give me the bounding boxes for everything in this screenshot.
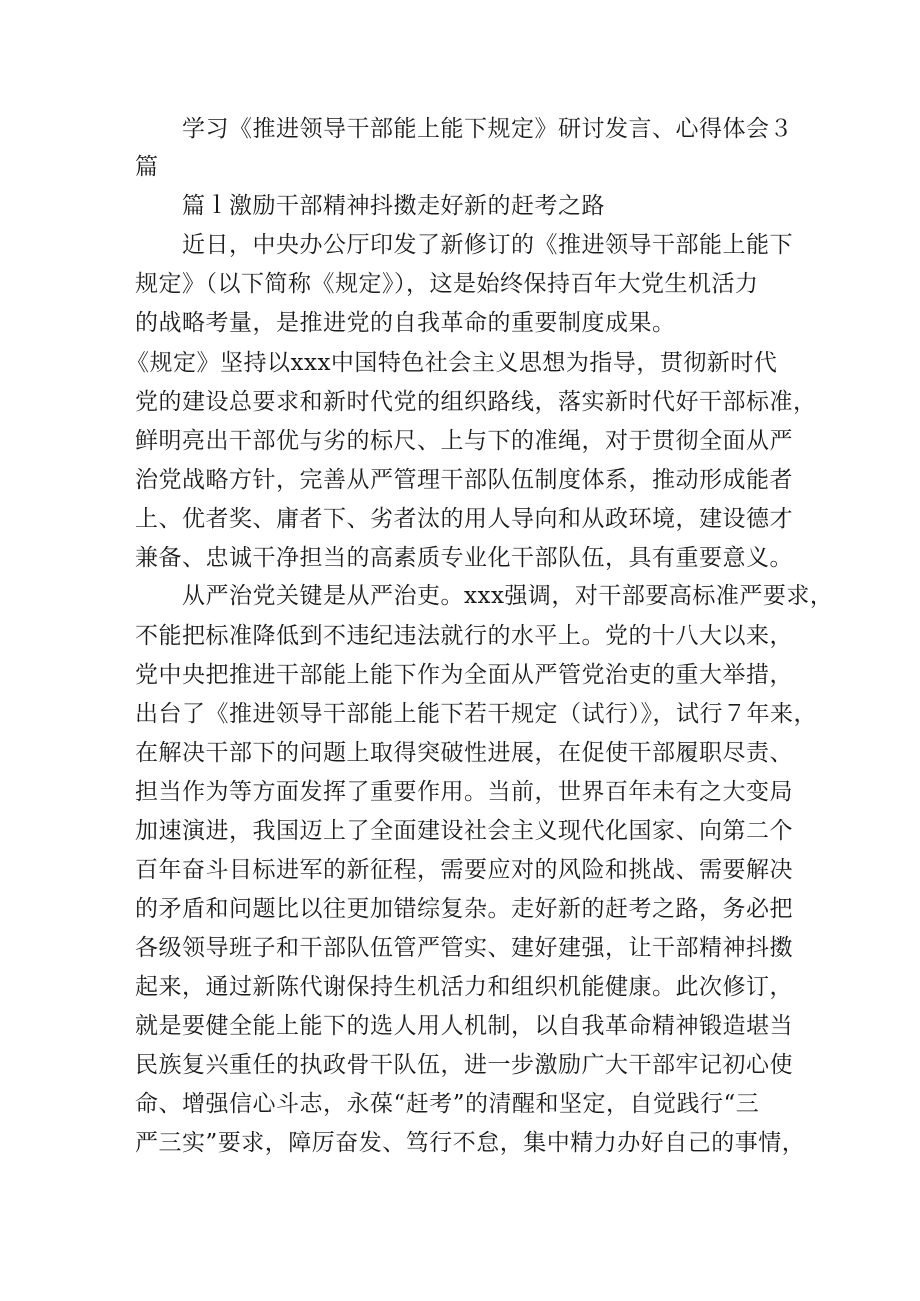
paragraph-2-line-3: 鲜明亮出干部优与劣的标尺、上与下的准绳，对于贯彻全面从严 <box>135 428 793 454</box>
paragraph-2-line-5: 上、优者奖、庸者下、劣者汰的用人导向和从政环境，建设德才 <box>135 506 793 532</box>
paragraph-1-line-3: 的战略考量，是推进党的自我革命的重要制度成果。 <box>135 310 676 336</box>
paragraph-2-line-1: 《规定》坚持以xxx中国特色社会主义思想为指导，贯彻新时代 <box>126 350 778 376</box>
paragraph-3-line-10: 各级领导班子和干部队伍管严管实、建好建强，让干部精神抖擞 <box>135 935 793 961</box>
paragraph-2-line-2: 党的建设总要求和新时代党的组织路线，落实新时代好干部标准， <box>135 389 817 415</box>
paragraph-2-line-4: 治党战略方针，完善从严管理干部队伍制度体系，推动形成能者 <box>135 467 793 493</box>
paragraph-3-line-5: 在解决干部下的问题上取得突破性进展，在促使干部履职尽责、 <box>135 740 793 766</box>
paragraph-3-line-9: 的矛盾和问题比以往更加错综复杂。走好新的赶考之路，务必把 <box>135 896 793 922</box>
paragraph-3-line-14: 命、增强信心斗志，永葆“赶考”的清醒和坚定，自觉践行“三 <box>135 1091 760 1117</box>
paragraph-3-line-12: 就是要健全能上能下的选人用人机制，以自我革命精神锻造堪当 <box>135 1013 793 1039</box>
paragraph-3-line-8: 百年奋斗目标进军的新征程，需要应对的风险和挑战、需要解决 <box>135 857 793 883</box>
section-heading: 篇ｌ激励干部精神抖擞走好新的赶考之路 <box>182 193 605 219</box>
paragraph-1-line-1: 近日，中央办公厅印发了新修订的《推进领导干部能上能下 <box>182 232 793 258</box>
paragraph-3-line-1: 从严治党关键是从严治吏。xxx强调，对干部要高标准严要求， <box>182 583 834 609</box>
paragraph-3-line-2: 不能把标准降低到不违纪违法就行的水平上。党的十八大以来， <box>135 623 793 649</box>
paragraph-3-line-7: 加速演进，我国迈上了全面建设社会主义现代化国家、向第二个 <box>135 818 793 844</box>
paragraph-3-line-13: 民族复兴重任的执政骨干队伍，进一步激励广大干部牢记初心使 <box>135 1052 793 1078</box>
paragraph-3-line-4: 出台了《推进领导干部能上能下若干规定（试行）》，试行７年来， <box>135 701 817 727</box>
paragraph-1-line-2: 规定》（以下简称《规定》），这是始终保持百年大党生机活力 <box>135 271 759 297</box>
paragraph-3-line-3: 党中央把推进干部能上能下作为全面从严管党治吏的重大举措， <box>135 662 793 688</box>
paragraph-3-line-15: 严三实”要求，障厉奋发、笃行不怠，集中精力办好自己的事情， <box>135 1130 806 1156</box>
document-title-line-1: 学习《推进领导干部能上能下规定》研讨发言、心得体会３ <box>182 116 793 142</box>
paragraph-3-line-11: 起来，通过新陈代谢保持生机活力和组织机能健康。此次修订， <box>135 974 793 1000</box>
paragraph-2-line-6: 兼备、忠诚干净担当的高素质专业化干部队伍，具有重要意义。 <box>135 545 793 571</box>
paragraph-3-line-6: 担当作为等方面发挥了重要作用。当前，世界百年未有之大变局 <box>135 779 793 805</box>
document-title-line-2: 篇 <box>135 154 159 180</box>
